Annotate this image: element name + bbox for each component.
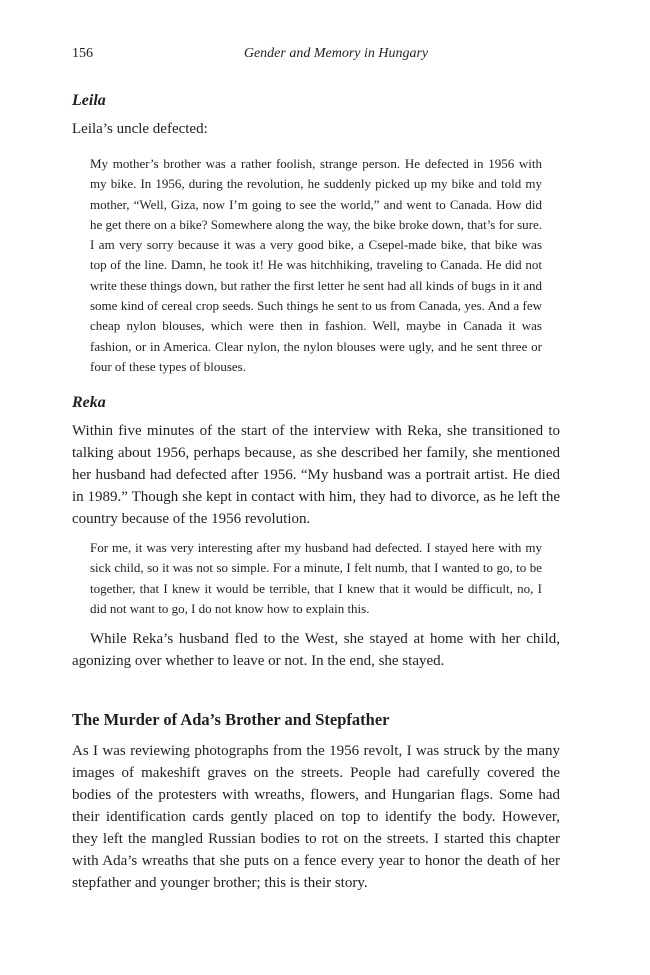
murder-section-paragraph: As I was reviewing photographs from the 1956 revolt, I was struck by the many images of makeshift graves on the streets. People had carefully covered the bodies of the protesters with wreaths, flowers, and Hungarian flags. Some had their identification cards gently placed on top to identify the body. However, they left the mangled Russian bodies to rot on the streets. I started this chapter with Ada’s wreaths that she puts on a fence every year to honor the death of her stepfather and younger brother; this is their story. (72, 743, 560, 891)
reka-quote: For me, it was very interesting after my husband had defected. I stayed here with my sick child, so it was not so simple. For a minute, I felt numb, that I wanted to go, to be together, that I knew it would be terrible, that I knew that it would be difficult, no, I did not want to go, I do not know how to explain this. (90, 540, 542, 616)
section-heading-reka: Reka (72, 394, 106, 411)
section-heading-leila: Leila (72, 92, 106, 109)
leila-quote: My mother’s brother was a rather foolish, strange person. He defected in 1956 with my bike. In 1956, during the revolution, he suddenly picked up my bike and told my mother, “Well, Giza, now I’m going to see the world,” and went to Canada. How did he get there on a bike? Somewhere along the way, the bike broke down, that’s for sure. I am very sorry because it was a very good bike, a Csepel-made bike, that bike was top of the line. Damn, he took it! He was hitchhiking, traveling to Canada. He did not write these things down, but rather the first letter he sent had all kinds of bugs in it and some kind of cereal crop seeds. Such things he sent to us from Canada, yes. And a few cheap nylon blouses, which were then in fashion. Well, maybe in Canada it was fashion, or in America. Clear nylon, the nylon blouses were ugly, and he sent three or four of these types of blouses. (90, 156, 542, 374)
reka-paragraph: Within five minutes of the start of the interview with Reka, she transitioned to talking about 1956, perhaps because, as she described her family, she mentioned her husband had defected after 1956. “My husband was a portrait artist. He died in 1989.” Though she kept in contact with him, they had to divorce, as he left the country because of the 1956 revolution. (72, 423, 560, 527)
running-title: Gender and Memory in Hungary (243, 46, 429, 61)
reka-closing-paragraph: While Reka’s husband fled to the West, she stayed at home with her child, agonizing over whether to leave or not. In the end, she stayed. (72, 631, 560, 669)
page-number: 156 (72, 46, 93, 61)
running-head (72, 46, 560, 66)
chapter-subheading: The Murder of Ada’s Brother and Stepfather (72, 710, 390, 729)
leila-intro: Leila’s uncle defected: (72, 121, 208, 137)
